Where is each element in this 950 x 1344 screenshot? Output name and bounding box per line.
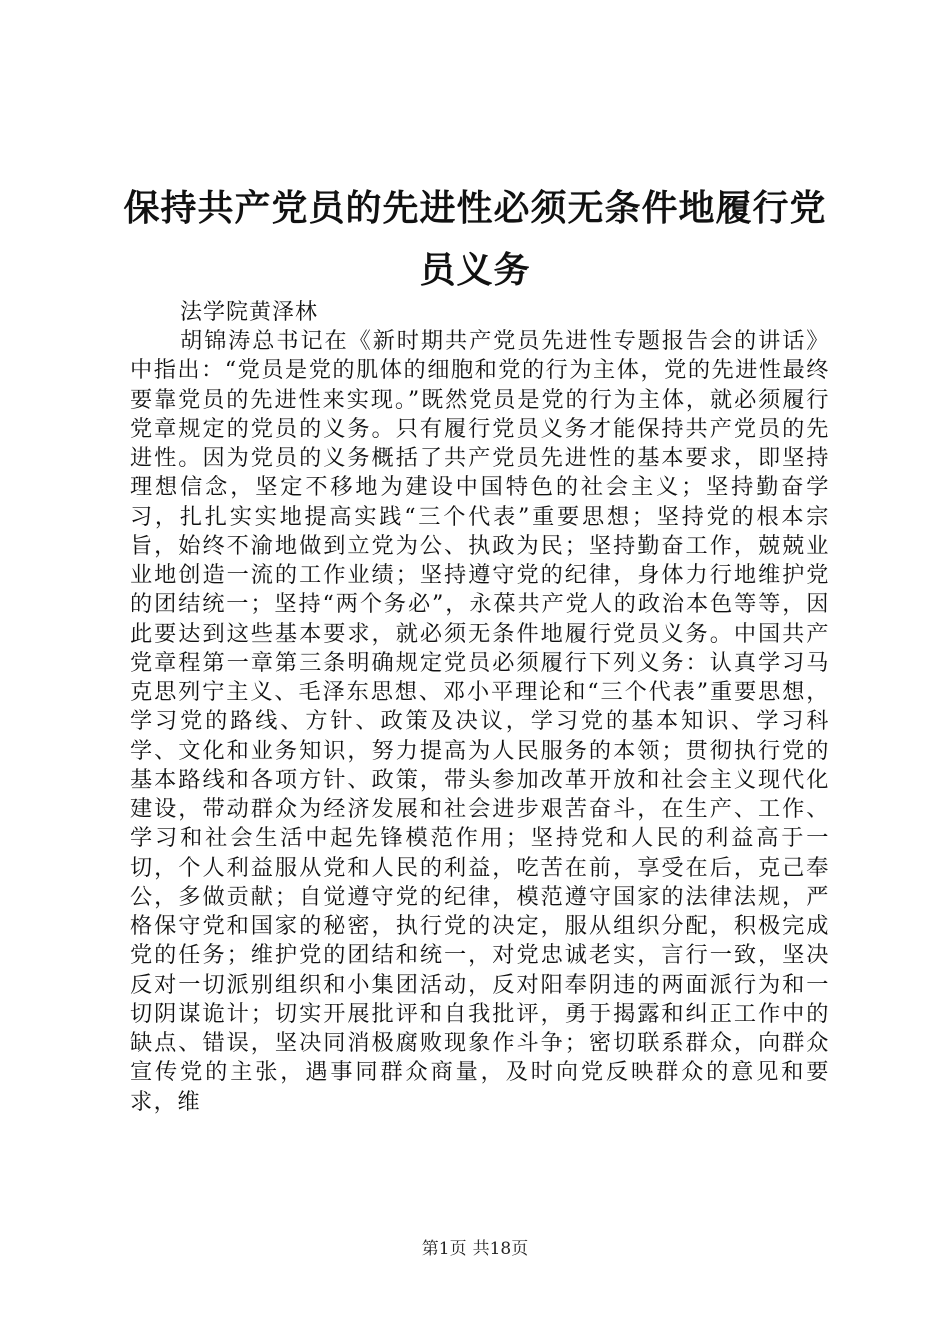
page-number: 第1页 [421,1239,467,1259]
document-author: 法学院黄泽林 [180,300,319,325]
page-footer [0,1238,950,1260]
page-count: 共18页 [472,1239,529,1259]
document-title: 保持共产党员的先进性必须无条件地履行党员义务 [123,188,827,291]
document-body: 胡锦涛总书记在《新时期共产党员先进性专题报告会的讲话》中指出：“党员是党的肌体的细胞和党的行为主体，党的先进性最终要靠党员的先进性来实现。”既然党员是党的行为主体，就必须履行党章规定的党员的义务。只有履行党员义务才能保持共产党员的先进性。因为党员的义务概括了共产党员先进性的基本要求，即坚持理想信念，坚定不移地为建设中国特色的社会主义；坚持勤奋学习，扎扎实实地提高实践“三个代表”重要思想；坚持党的根本宗旨，始终不渝地做到立党为公、执政为民；坚持勤奋工作，兢兢业业地创造一流的工作业绩；坚持遵守党的纪律，身体力行地维护党的团结统一；坚持“两个务必”，永葆共产党人的政治本色等等，因此要达到这些基本要求，就必须无条件地履行党员义务。中国共产党章程第一章第三条明确规定党员必须履行下列义务：认真学习马克思列宁主义、毛泽东思想、邓小平理论和“三个代表”重要思想，学习党的路线、方针、政策及决议，学习党的基本知识、学习科学、文化和业务知识，努力提高为人民服务的本领；贯彻执行党的基本路线和各项方针、政策，带头参加改革开放和社会主义现代化建设，带动群众为经济发展和社会进步艰苦奋斗，在生产、工作、学习和社会生活中起先锋模范作用；坚持党和人民的利益高于一切，个人利益服从党和人民的利益，吃苦在前，享受在后，克己奉公，多做贡献；自觉遵守党的纪律，模范遵守国家的法律法规，严格保守党和国家的秘密，执行党的决定，服从组织分配，积极完成党的任务；维护党的团结和统一，对党忠诚老实，言行一致，坚决反对一切派别组织和小集团活动，反对阳奉阴违的两面派行为和一切阴谋诡计；切实开展批评和自我批评，勇于揭露和纠正工作中的缺点、错误，坚决同消极腐败现象作斗争；密切联系群众，向群众宣传党的主张，遇事同群众商量，及时向党反映群众的意见和要求，维 [130,328,830,1115]
